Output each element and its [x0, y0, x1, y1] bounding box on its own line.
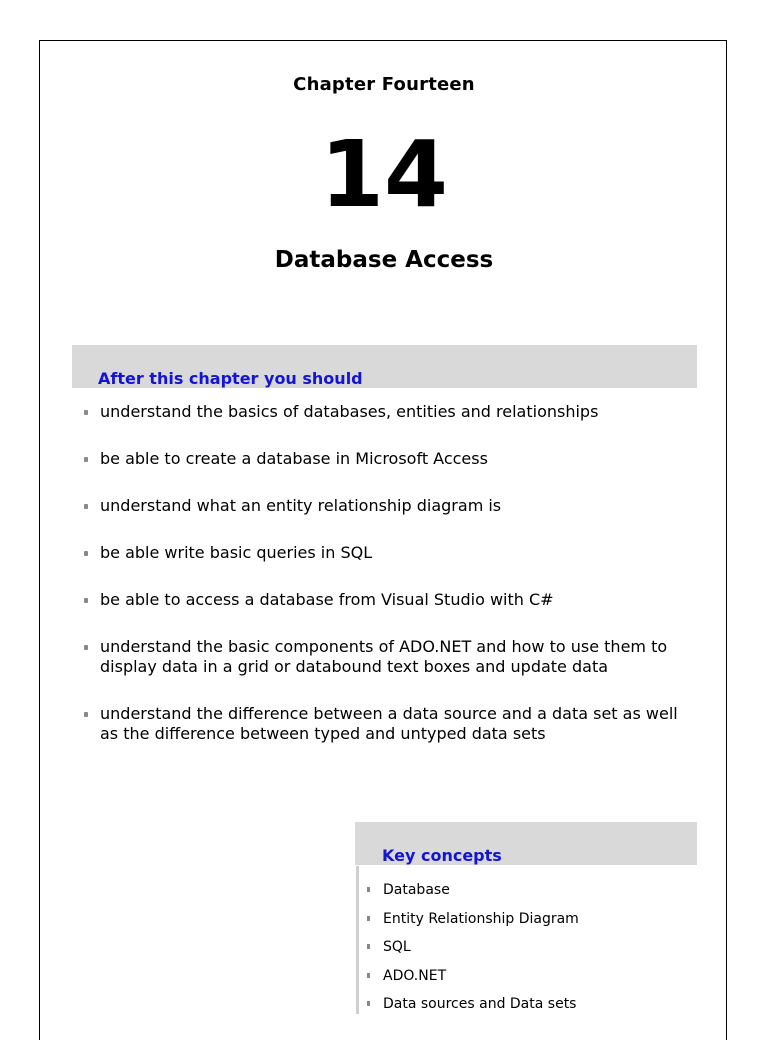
chapter-title: Database Access: [274, 247, 494, 273]
objective-item: [84, 704, 700, 744]
objective-text: be able to access a database from Visual Studio with C#: [100, 590, 554, 609]
bullet-icon: [84, 504, 88, 509]
bullet-icon: [84, 551, 88, 556]
objective-item: [84, 496, 704, 516]
key-concept-text: Data sources and Data sets: [383, 996, 577, 1013]
objective-text: understand the basic components of ADO.NET and how to use them to display data in a grid or databound text boxes and update data: [100, 637, 668, 676]
key-concept-text: Database: [383, 882, 450, 898]
objective-item: [84, 637, 680, 677]
bullet-icon: [84, 457, 88, 462]
key-concept-text: SQL: [383, 939, 411, 956]
objective-text: understand the difference between a data source and a data set as well as the difference between typed and untyped data sets: [100, 704, 678, 743]
objective-text: understand the basics of databases, entities and relationships: [100, 402, 599, 421]
objective-text: understand what an entity relationship diagram is: [100, 496, 502, 515]
bullet-icon: [84, 410, 88, 415]
objectives-heading: After this chapter you should: [98, 369, 363, 388]
objective-item: [84, 449, 704, 469]
key-concept-item: [366, 994, 579, 1023]
chapter-label: Chapter Fourteen: [293, 74, 475, 95]
objective-text: be able write basic queries in SQL: [100, 543, 373, 562]
bullet-icon: [84, 598, 88, 603]
objective-item: [84, 402, 704, 422]
bullet-icon: [84, 645, 88, 650]
objective-text: be able to create a database in Microsoft Access: [100, 449, 488, 468]
bullet-icon: [367, 887, 370, 892]
key-concept-item: [366, 909, 579, 938]
key-concept-item: [366, 937, 579, 966]
bullet-icon: [367, 916, 370, 921]
objective-item: [84, 543, 704, 563]
bullet-icon: [367, 1001, 370, 1006]
bullet-icon: [367, 944, 370, 949]
objectives-list: [84, 402, 704, 744]
key-concept-text: ADO.NET: [383, 967, 447, 984]
objectives-header: [72, 345, 697, 388]
key-concept-item: [366, 880, 579, 909]
key-concept-text: Entity Relationship Diagram: [383, 910, 579, 927]
bullet-icon: [367, 973, 370, 978]
key-concepts-list: [366, 880, 579, 1023]
chapter-number: 14: [319, 121, 449, 228]
bullet-icon: [84, 712, 88, 717]
objective-item: [84, 590, 704, 610]
key-concepts-header: [355, 822, 697, 865]
key-concept-item: [366, 966, 579, 995]
key-concepts-heading: Key concepts: [382, 846, 502, 865]
key-concepts-rule: [356, 866, 359, 1014]
